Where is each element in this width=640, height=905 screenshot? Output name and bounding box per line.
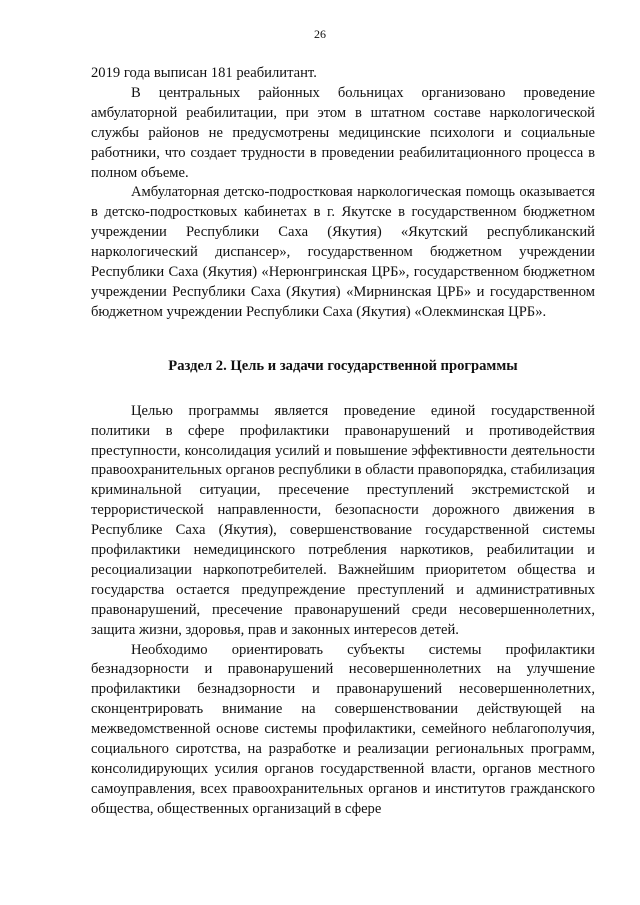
paragraph-continuation: 2019 года выписан 181 реабилитант. bbox=[91, 65, 317, 81]
paragraph-child-care: Амбулаторная детско-подростковая наркологическая помощь оказывается в детско-подростковых кабинетах в г. Якутске в государственном бюджетном учреждении Республики Саха (Якутия) «Якутский республиканский наркологический диспансер», государственном бюджетном учреждении Республики Саха (Якутия) «Нерюнгринская ЦРБ», государственном бюджетном учреждении Республики Саха (Якутия) «Мирнинская ЦРБ» и государственном бюджетном учреждении Республики Саха (Якутия) «Олекминская ЦРБ». bbox=[91, 184, 595, 320]
paragraph-prevention-subjects: Необходимо ориентировать субъекты системы профилактики безнадзорности и правонарушений несовершеннолетних на улучшение профилактики безнадзорности и правонарушений несовершеннолетних, сконцентрировать внимание на совершенствовании действующей на межведомственной основе системы профилактики, семейного неблагополучия, социального сиротства, на разработке и реализации региональных программ, консолидирующих усилия органов государственной власти, органов местного самоуправления, всех правоохранительных органов и институтов гражданского общества, общественных организаций в сфере bbox=[91, 641, 595, 817]
body-text bbox=[91, 64, 595, 820]
section-title: Раздел 2. Цель и задачи государственной программы bbox=[168, 357, 518, 374]
page-number: 26 bbox=[314, 27, 326, 41]
paragraph-rehabilitation: В центральных районных больницах организовано проведение амбулаторной реабилитации, при этом в штатном составе наркологической службы районов не предусмотрены медицинские психологи и социальные работники, что создает трудности в проведении реабилитационного процесса в полном объеме. bbox=[91, 84, 595, 181]
paragraph-program-goal: Целью программы является проведение единой государственной политики в сфере профилактики правонарушений и противодействия преступности, консолидация усилий и повышение эффективности деятельности правоохранительных органов республики в области правопорядка, стабилизация криминальной ситуации, пресечение преступлений экстремистской и террористической направленности, безопасности дорожного движения в Республике Саха (Якутия), совершенствование государственной системы профилактики немедицинского потребления наркотиков, реабилитации и ресоциализации наркопотребителей. Важнейшим приоритетом общества и государства остается предупреждение преступлений и административных правонарушений, пресечение правонарушений среди несовершеннолетних, защита жизни, здоровья, прав и законных интересов детей. bbox=[91, 402, 595, 638]
